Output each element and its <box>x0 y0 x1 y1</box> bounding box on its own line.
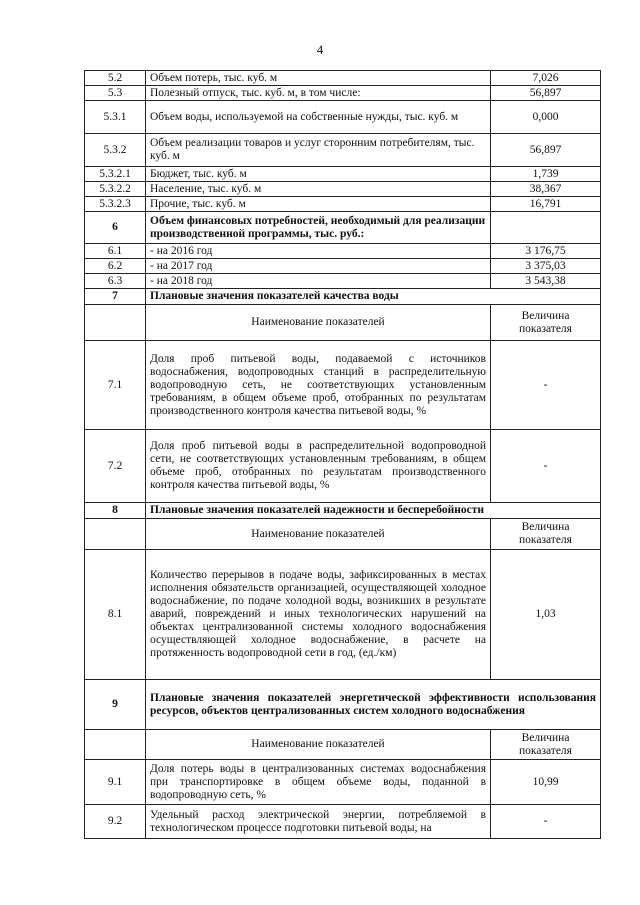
row-value: - <box>491 341 601 430</box>
row-number: 8.1 <box>85 550 146 680</box>
section-title: Плановые значения показателей энергетической эффективности использования ресурсов, объектов централизованных систем холодного водоснабжения <box>146 680 601 730</box>
indicators-table <box>84 70 601 839</box>
section-heading-row <box>85 680 601 730</box>
row-number: 9.2 <box>85 805 146 839</box>
section-number: 8 <box>85 503 146 519</box>
table-row <box>85 71 601 86</box>
row-description: Удельный расход электрической энергии, потребляемой в технологическом процессе подготовки питьевой воды, на <box>146 805 491 839</box>
row-value: 3 176,75 <box>491 244 601 259</box>
row-value: 56,897 <box>491 86 601 101</box>
table-row <box>85 134 601 167</box>
row-description: Прочие, тыс. куб. м <box>146 197 491 212</box>
row-description: Население, тыс. куб. м <box>146 182 491 197</box>
row-number: 5.3.2.2 <box>85 182 146 197</box>
name-column-header: Наименование показателей <box>146 519 491 550</box>
row-number: 6.2 <box>85 259 146 274</box>
row-number: 5.3.1 <box>85 101 146 134</box>
row-description: Объем воды, используемой на собственные нужды, тыс. куб. м <box>146 101 491 134</box>
section-title: Плановые значения показателей качества воды <box>146 289 601 305</box>
name-column-header: Наименование показателей <box>146 305 491 341</box>
header-blank-cell <box>85 519 146 550</box>
row-description: - на 2016 год <box>146 244 491 259</box>
row-value: 1,03 <box>491 550 601 680</box>
section-heading-row <box>85 289 601 305</box>
row-value: 56,897 <box>491 134 601 167</box>
table-row <box>85 86 601 101</box>
column-header-row <box>85 519 601 550</box>
table-row <box>85 182 601 197</box>
table-row <box>85 550 601 680</box>
value-column-header: Величина показателя <box>491 519 601 550</box>
row-number: 5.3.2.3 <box>85 197 146 212</box>
table-row <box>85 244 601 259</box>
header-blank-cell <box>85 305 146 341</box>
row-value: 3 375,03 <box>491 259 601 274</box>
table-row <box>85 259 601 274</box>
section-heading-row <box>85 503 601 519</box>
row-description: Объем потерь, тыс. куб. м <box>146 71 491 86</box>
row-number: 6.3 <box>85 274 146 289</box>
row-number: 6 <box>85 212 146 244</box>
row-value: 7,026 <box>491 71 601 86</box>
row-value: - <box>491 430 601 503</box>
table-row <box>85 341 601 430</box>
row-value <box>491 212 601 244</box>
row-description: Доля потерь воды в централизованных системах водоснабжения при транспортировке в общем объеме воды, поданной в водопроводную сеть, % <box>146 760 491 805</box>
table-row <box>85 760 601 805</box>
row-description: Количество перерывов в подаче воды, зафиксированных в местах исполнения обязательств организацией, осуществляющей холодное водоснабжение, по подаче холодной воды, возникших в результате аварий, повреждений и иных технологических нарушений на объектах централизованной системы холодного водоснабжения осуществляющей холодное водоснабжение, в расчете на протяженность водопроводной сети в год, (ед./км) <box>146 550 491 680</box>
row-number: 7.2 <box>85 430 146 503</box>
row-value: 3 543,38 <box>491 274 601 289</box>
table-row <box>85 274 601 289</box>
row-value: 0,000 <box>491 101 601 134</box>
table-row <box>85 101 601 134</box>
table-row <box>85 212 601 244</box>
table-row <box>85 805 601 839</box>
name-column-header: Наименование показателей <box>146 730 491 760</box>
row-description: Бюджет, тыс. куб. м <box>146 167 491 182</box>
row-description: - на 2017 год <box>146 259 491 274</box>
header-blank-cell <box>85 730 146 760</box>
row-value: 16,791 <box>491 197 601 212</box>
row-value: 10,99 <box>491 760 601 805</box>
row-number: 6.1 <box>85 244 146 259</box>
row-description: - на 2018 год <box>146 274 491 289</box>
page-number: 4 <box>316 42 324 57</box>
row-number: 9.1 <box>85 760 146 805</box>
row-description: Доля проб питьевой воды в распределительной водопроводной сети, не соответствующих установленным требованиям, в общем объеме проб, отобранных по результатам производственного контроля качества питьевой воды, % <box>146 430 491 503</box>
row-number: 7.1 <box>85 341 146 430</box>
row-description: Полезный отпуск, тыс. куб. м, в том числе: <box>146 86 491 101</box>
section-title: Плановые значения показателей надежности и бесперебойности <box>146 503 601 519</box>
row-number: 5.3.2.1 <box>85 167 146 182</box>
row-description: Доля проб питьевой воды, подаваемой с источников водоснабжения, водопроводных станций в распределительную водопроводную сеть, не соответствующих установленным требованиям, в общем объеме проб, отобранных по результатам производственного контроля качества питьевой воды, % <box>146 341 491 430</box>
column-header-row <box>85 305 601 341</box>
column-header-row <box>85 730 601 760</box>
table-row <box>85 430 601 503</box>
section-number: 9 <box>85 680 146 730</box>
section-number: 7 <box>85 289 146 305</box>
row-description: Объем реализации товаров и услуг сторонним потребителям, тыс. куб. м <box>146 134 491 167</box>
row-value: 1,739 <box>491 167 601 182</box>
table-row <box>85 197 601 212</box>
row-number: 5.3.2 <box>85 134 146 167</box>
row-number: 5.2 <box>85 71 146 86</box>
value-column-header: Величина показателя <box>491 730 601 760</box>
row-value: - <box>491 805 601 839</box>
row-description: Объем финансовых потребностей, необходимый для реализации производственной программы, тыс. руб.: <box>146 212 491 244</box>
table-row <box>85 167 601 182</box>
row-number: 5.3 <box>85 86 146 101</box>
value-column-header: Величина показателя <box>491 305 601 341</box>
row-value: 38,367 <box>491 182 601 197</box>
